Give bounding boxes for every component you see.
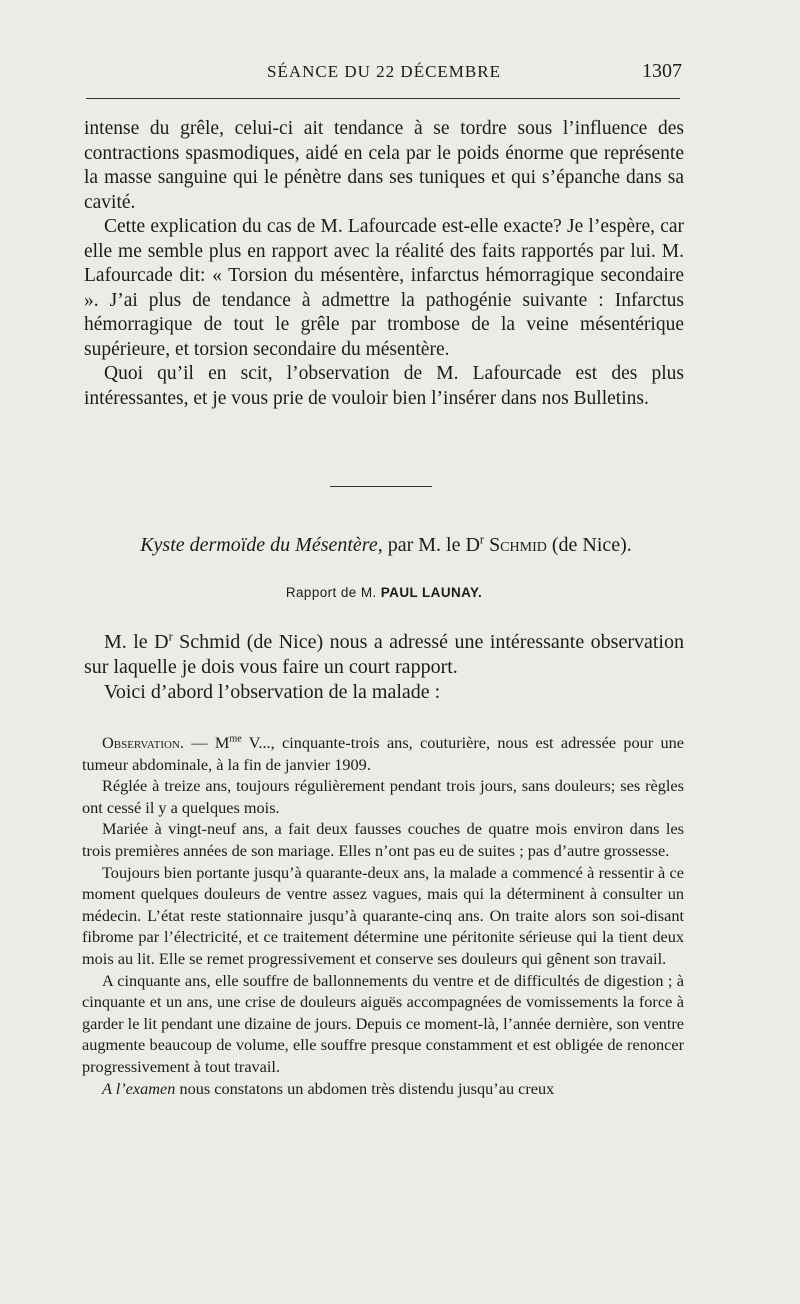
article-place: (de Nice).	[546, 534, 632, 556]
continued-paragraph-3: Quoi qu’il en scit, l’observation de M. Lafourcade est des plus intéressantes, et je vous prie de vouloir bien l’insérer dans nos Bulletins.	[84, 363, 684, 409]
article-title-italic: Kyste dermoïde du Mésentère	[140, 534, 378, 556]
continued-paragraph-1: intense du grêle, celui-ci ait tendance à se tordre sous l’influence des contractions spasmodiques, aidé en cela par le poids énorme que représente la masse sanguine qui le pénètre dans ses tuniques et qui s’épanche dans sa cavité.	[84, 118, 684, 213]
observation-examen-italic: A l’examen	[102, 1078, 176, 1098]
observation-paragraph-1	[82, 732, 684, 775]
article-title	[84, 534, 688, 557]
observation-p6-rest: nous constatons un abdomen très distendu jusqu’au creux	[175, 1078, 555, 1098]
report-byline	[84, 585, 684, 600]
observation-paragraph-6	[82, 1078, 684, 1100]
observation-paragraph-2: Réglée à treize ans, toujours régulièrement pendant trois jours, sans douleurs; ses règles ont cessé il y a quelques mois.	[82, 776, 684, 817]
page-header	[86, 60, 682, 84]
report-intro	[84, 630, 684, 705]
article-title-dr-sup: r	[479, 532, 485, 547]
intro-start: M. le D	[104, 631, 169, 653]
observation-paragraph-5: A cinquante ans, elle souffre de ballonnements du ventre et de difficultés de digestion ; à cinquante et un ans, une crise de douleurs aiguës accompagnées de vomissements la force à garder le lit pendant une dizaine de jours. Depuis ce moment-là, l’année dernière, son ventre augmente beaucoup de volume, elle souffre presque constamment et est obligée de renoncer progressivement à tout travail.	[82, 970, 684, 1076]
intro-paragraph-2: Voici d’abord l’observation de la malade :	[104, 681, 441, 703]
section-separator	[330, 486, 432, 487]
continued-text	[84, 117, 684, 411]
report-prefix: Rapport de M.	[285, 585, 381, 600]
header-rule	[86, 98, 680, 99]
observation-paragraph-3: Mariée à vingt-neuf ans, a fait deux fausses couches de quatre mois environ dans les trois premières années de son mariage. Elles n’ont pas eu de suites ; pas d’autre grossesse.	[82, 819, 684, 860]
article-author: Schmid	[489, 534, 547, 556]
observation-dash: — M	[183, 733, 230, 752]
intro-dr-sup: r	[168, 629, 173, 644]
observation-p1-rest: V..., cinquante-trois ans, couturière, nous est adressée pour une tumeur abdominale, à la fin de janvier 1909.	[82, 733, 684, 774]
intro-rest: Schmid (de Nice) nous a adressé une intéressante observation sur laquelle je dois vous faire un court rapport.	[84, 631, 684, 678]
observation-text	[82, 732, 684, 1099]
article-title-by: , par M. le D	[377, 534, 480, 556]
observation-label: Observation.	[102, 733, 184, 752]
page-number: 1307	[642, 60, 682, 82]
intro-paragraph-1	[84, 630, 684, 680]
running-title: SÉANCE DU 22 DÉCEMBRE	[267, 62, 501, 81]
report-author: PAUL LAUNAY.	[380, 585, 483, 600]
observation-paragraph-4: Toujours bien portante jusqu’à quarante-deux ans, la malade a commencé à ressentir à ce moment quelques douleurs de ventre assez vagues, mais qui la déterminent à consulter un médecin. L’état reste stationnaire jusqu’à quarante-cinq ans. On traite alors son soi-disant fibrome par l’électricité, et ce traitement détermine une péritonite sérieuse qui la tient deux mois au lit. Elle se remet progressivement et conserve ses douleurs qui gênent son travail.	[82, 862, 684, 968]
observation-mme-sup: me	[229, 733, 242, 745]
continued-paragraph-2: Cette explication du cas de M. Lafourcade est-elle exacte? Je l’espère, car elle me semble plus en rapport avec la réalité des faits rapportés par lui. M. Lafourcade dit: « Torsion du mésentère, infarctus hémorragique secondaire ». J’ai plus de tendance à admettre la pathogénie suivante : Infarctus hémorragique de tout le grêle par trombose de la veine mésentérique supérieure, et torsion secondaire du mésentère.	[84, 216, 684, 360]
